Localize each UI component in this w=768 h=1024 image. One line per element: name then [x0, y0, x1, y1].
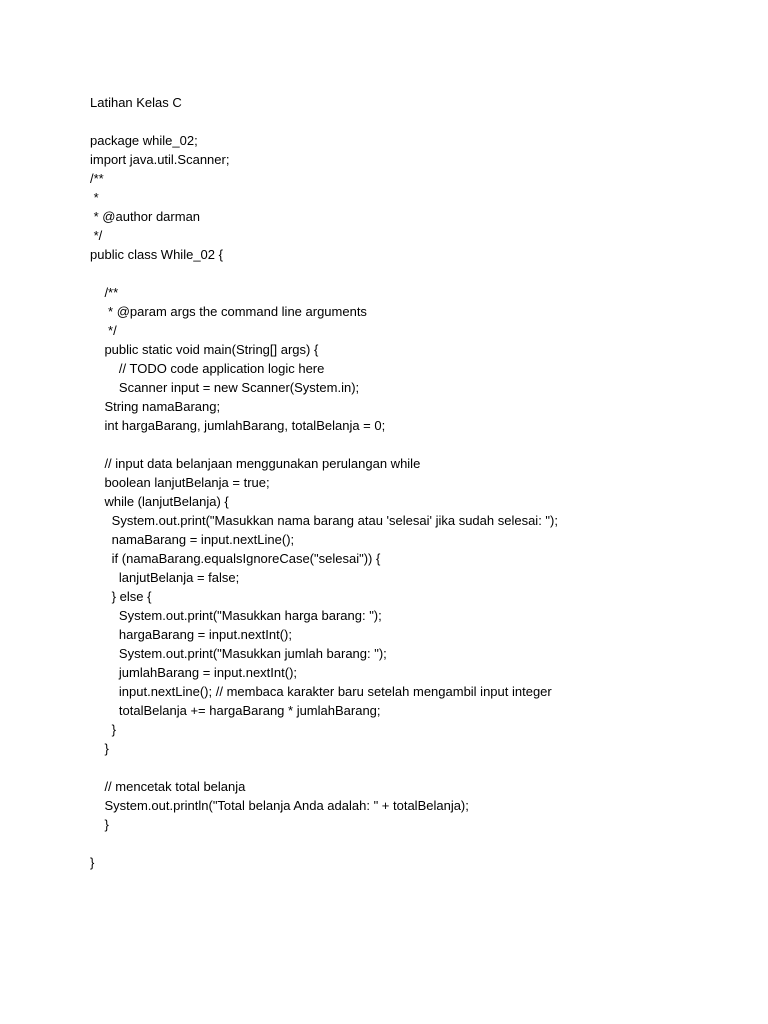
code-line: // TODO code application logic here [90, 361, 325, 376]
code-line: import java.util.Scanner; [90, 152, 230, 167]
code-line: } [90, 855, 95, 870]
code-line: input.nextLine(); // membaca karakter baru setelah mengambil input integer [90, 684, 552, 699]
code-line: * [90, 190, 99, 205]
code-line: * @param args the command line arguments [90, 304, 367, 319]
code-block [90, 131, 558, 872]
code-line: lanjutBelanja = false; [90, 570, 240, 585]
code-line: /** [90, 285, 119, 300]
code-line: jumlahBarang = input.nextInt(); [90, 665, 298, 680]
code-line: // input data belanjaan menggunakan perulangan while [90, 456, 421, 471]
code-line: public static void main(String[] args) { [90, 342, 319, 357]
code-line: */ [90, 323, 117, 338]
code-line: if (namaBarang.equalsIgnoreCase("selesai")) { [90, 551, 381, 566]
code-line: } else { [90, 589, 152, 604]
code-line: } [90, 741, 109, 756]
code-line: // mencetak total belanja [90, 779, 246, 794]
code-line: String namaBarang; [90, 399, 221, 414]
code-line: public class While_02 { [90, 247, 223, 262]
code-line: hargaBarang = input.nextInt(); [90, 627, 292, 642]
code-line [90, 834, 558, 853]
code-line: while (lanjutBelanja) { [90, 494, 229, 509]
code-line: int hargaBarang, jumlahBarang, totalBelanja = 0; [90, 418, 386, 433]
code-line: } [90, 817, 109, 832]
code-line: totalBelanja += hargaBarang * jumlahBarang; [90, 703, 381, 718]
code-line: Scanner input = new Scanner(System.in); [90, 380, 360, 395]
code-line [90, 435, 558, 454]
code-line: namaBarang = input.nextLine(); [90, 532, 295, 547]
code-line: System.out.print("Masukkan nama barang atau 'selesai' jika sudah selesai: "); [90, 513, 558, 528]
code-line [90, 264, 558, 283]
code-line: * @author darman [90, 209, 201, 224]
code-line [90, 758, 558, 777]
code-line: /** [90, 171, 104, 186]
code-line: boolean lanjutBelanja = true; [90, 475, 270, 490]
code-line: System.out.print("Masukkan harga barang: "); [90, 608, 382, 623]
code-line: System.out.println("Total belanja Anda adalah: " + totalBelanja); [90, 798, 469, 813]
code-line: */ [90, 228, 103, 243]
code-line: package while_02; [90, 133, 198, 148]
code-line: } [90, 722, 117, 737]
code-line: System.out.print("Masukkan jumlah barang: "); [90, 646, 387, 661]
document-title: Latihan Kelas C [90, 95, 182, 110]
